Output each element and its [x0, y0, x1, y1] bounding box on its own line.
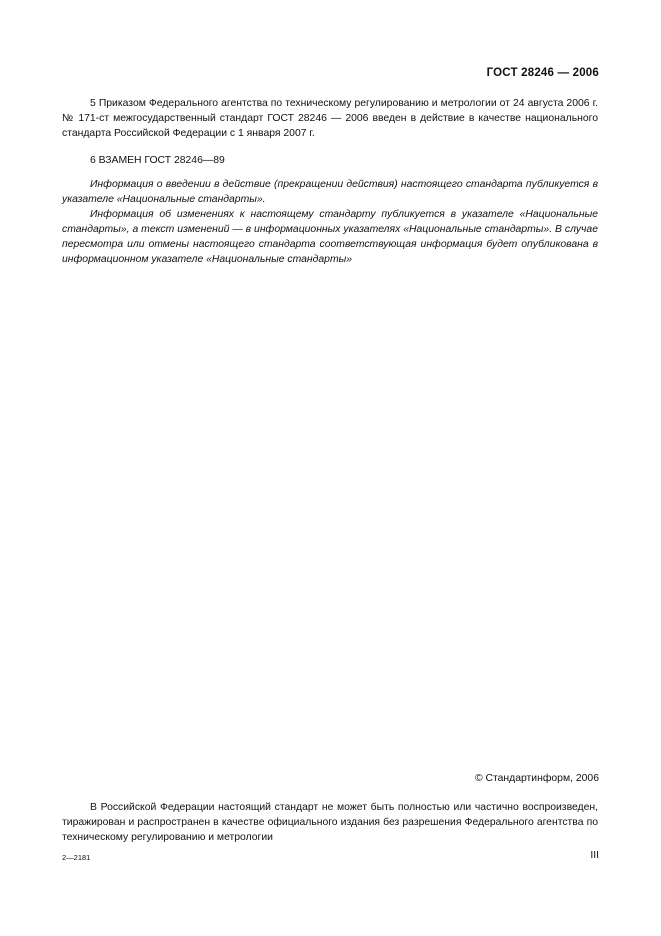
standard-code-header: ГОСТ 28246 — 2006 [486, 67, 599, 79]
paragraph-item-5-text: 5 Приказом Федерального агентства по техническому регулированию и метрологии от 24 августа 2006 г. № 171-ст межгосударственный стандарт ГОСТ 28246 — 2006 введен в действие в качестве национального стандарта Российской Федерации с 1 января 2007 г. [62, 98, 598, 139]
reproduction-rights [62, 800, 598, 845]
page-number: III [590, 850, 599, 861]
info-notice [62, 177, 598, 267]
paragraph-item-6 [62, 153, 598, 168]
paragraph-item-5 [62, 96, 598, 141]
reproduction-rights-text: В Российской Федерации настоящий стандарт не может быть полностью или частично воспроизведен, тиражирован и распространен в качестве официального издания без разрешения Федерального агентства по техническому регулированию и метрологии [62, 802, 598, 843]
print-order-code: 2—2181 [62, 853, 91, 862]
copyright-line: © Стандартинформ, 2006 [474, 773, 599, 784]
info-notice-paragraph-1: Информация о введении в действие (прекращении действия) настоящего стандарта публикуется в указателе «Национальные стандарты». [62, 179, 598, 205]
paragraph-item-6-text: 6 ВЗАМЕН ГОСТ 28246—89 [90, 155, 225, 166]
info-notice-paragraph-2: Информация об изменениях к настоящему стандарту публикуется в указателе «Национальные стандарты», а текст изменений — в информационных указателях «Национальные стандарты». В случае пересмотра или отмены настоящего стандарта соответствующая информация будет опубликована в информационном указателе «Национальные стандарты» [62, 209, 598, 265]
